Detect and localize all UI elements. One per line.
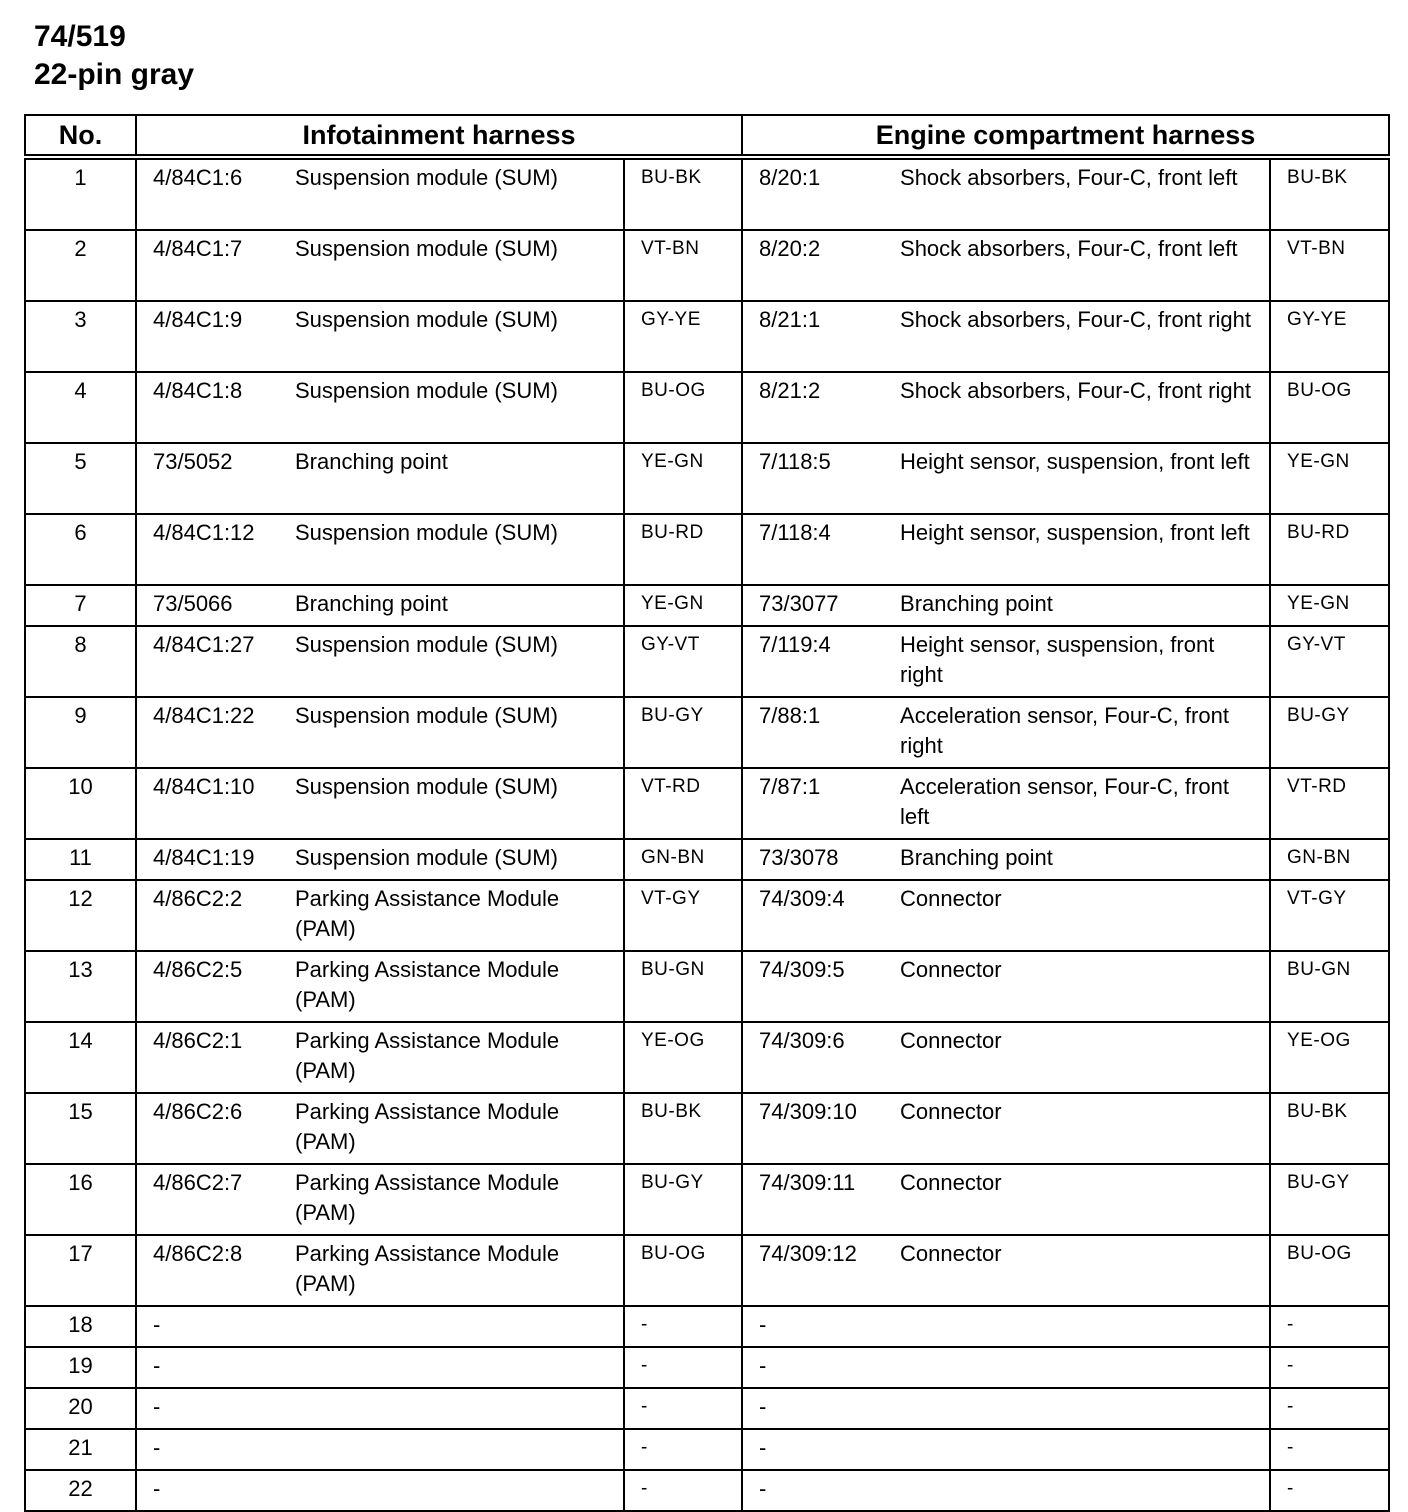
infotainment-wire-color: GY-VT bbox=[624, 626, 742, 697]
infotainment-code: 4/84C1:27 bbox=[153, 632, 255, 657]
engine-wire-color: BU-GN bbox=[1270, 951, 1389, 1022]
engine-code: 74/309:4 bbox=[759, 886, 845, 911]
infotainment-cell bbox=[136, 951, 624, 1022]
pin-number: 17 bbox=[25, 1235, 136, 1306]
infotainment-description: Suspension module (SUM) bbox=[295, 520, 558, 545]
engine-cell bbox=[742, 1347, 1270, 1388]
engine-description: Height sensor, suspension, front left bbox=[900, 520, 1250, 545]
engine-cell bbox=[742, 626, 1270, 697]
infotainment-cell bbox=[136, 301, 624, 372]
infotainment-code: 4/84C1:19 bbox=[153, 845, 255, 870]
engine-wire-color: BU-GY bbox=[1270, 697, 1389, 768]
pin-number: 9 bbox=[25, 697, 136, 768]
pin-number: 14 bbox=[25, 1022, 136, 1093]
infotainment-description: Suspension module (SUM) bbox=[295, 845, 558, 870]
engine-cell bbox=[742, 157, 1270, 230]
infotainment-cell bbox=[136, 697, 624, 768]
infotainment-description: Parking Assistance Module (PAM) bbox=[295, 1241, 560, 1296]
engine-cell bbox=[742, 1093, 1270, 1164]
engine-wire-color: - bbox=[1270, 1306, 1389, 1347]
infotainment-code: - bbox=[153, 1435, 161, 1460]
engine-description: Connector bbox=[900, 1099, 1002, 1124]
table-row bbox=[25, 951, 1389, 1022]
table-row bbox=[25, 443, 1389, 514]
infotainment-description: Suspension module (SUM) bbox=[295, 165, 558, 190]
pin-number: 5 bbox=[25, 443, 136, 514]
pin-table bbox=[24, 114, 1390, 1512]
pin-number: 12 bbox=[25, 880, 136, 951]
infotainment-code: - bbox=[153, 1394, 161, 1419]
infotainment-wire-color: BU-GY bbox=[624, 1164, 742, 1235]
engine-cell bbox=[742, 1306, 1270, 1347]
engine-description bbox=[900, 1474, 1269, 1504]
infotainment-cell bbox=[136, 880, 624, 951]
engine-code: 74/309:12 bbox=[759, 1241, 857, 1266]
infotainment-cell bbox=[136, 1022, 624, 1093]
engine-cell bbox=[742, 1022, 1270, 1093]
infotainment-cell bbox=[136, 372, 624, 443]
infotainment-code: 4/84C1:7 bbox=[153, 236, 243, 261]
engine-description: Branching point bbox=[900, 845, 1053, 870]
table-row bbox=[25, 301, 1389, 372]
infotainment-wire-color: - bbox=[624, 1306, 742, 1347]
infotainment-wire-color: VT-BN bbox=[624, 230, 742, 301]
engine-cell bbox=[742, 372, 1270, 443]
engine-code: - bbox=[759, 1312, 767, 1337]
header-engine: Engine compartment harness bbox=[742, 115, 1389, 157]
infotainment-description bbox=[295, 1433, 623, 1463]
infotainment-cell bbox=[136, 1235, 624, 1306]
infotainment-code: - bbox=[153, 1312, 161, 1337]
engine-wire-color: GY-VT bbox=[1270, 626, 1389, 697]
infotainment-wire-color: YE-GN bbox=[624, 443, 742, 514]
table-row bbox=[25, 1022, 1389, 1093]
infotainment-wire-color: BU-OG bbox=[624, 372, 742, 443]
infotainment-description: Suspension module (SUM) bbox=[295, 378, 558, 403]
engine-code: 8/21:1 bbox=[759, 307, 821, 332]
infotainment-code: 4/86C2:1 bbox=[153, 1028, 243, 1053]
engine-description bbox=[900, 1392, 1269, 1422]
infotainment-cell bbox=[136, 1347, 624, 1388]
table-row bbox=[25, 157, 1389, 230]
engine-description bbox=[900, 1433, 1269, 1463]
engine-description: Branching point bbox=[900, 591, 1053, 616]
infotainment-code: 4/84C1:9 bbox=[153, 307, 243, 332]
engine-description: Height sensor, suspension, front left bbox=[900, 449, 1250, 474]
table-row bbox=[25, 372, 1389, 443]
infotainment-description: Suspension module (SUM) bbox=[295, 307, 558, 332]
infotainment-code: 4/84C1:10 bbox=[153, 774, 255, 799]
infotainment-wire-color: BU-OG bbox=[624, 1235, 742, 1306]
engine-code: 74/309:6 bbox=[759, 1028, 845, 1053]
engine-description: Acceleration sensor, Four-C, front right bbox=[900, 703, 1229, 758]
engine-code: 7/87:1 bbox=[759, 774, 821, 799]
connector-number: 74/519 bbox=[34, 20, 126, 53]
infotainment-description: Suspension module (SUM) bbox=[295, 632, 558, 657]
engine-cell bbox=[742, 697, 1270, 768]
table-row bbox=[25, 1093, 1389, 1164]
infotainment-cell bbox=[136, 768, 624, 839]
engine-code: 7/118:4 bbox=[759, 520, 831, 545]
pin-number: 6 bbox=[25, 514, 136, 585]
header-no: No. bbox=[25, 115, 136, 157]
infotainment-code: 4/86C2:6 bbox=[153, 1099, 243, 1124]
engine-wire-color: YE-GN bbox=[1270, 585, 1389, 626]
engine-code: 7/88:1 bbox=[759, 703, 821, 728]
engine-description: Shock absorbers, Four-C, front right bbox=[900, 307, 1251, 332]
pin-number: 7 bbox=[25, 585, 136, 626]
engine-cell bbox=[742, 1470, 1270, 1511]
engine-description: Connector bbox=[900, 1241, 1002, 1266]
infotainment-cell bbox=[136, 1306, 624, 1347]
engine-description: Shock absorbers, Four-C, front right bbox=[900, 378, 1251, 403]
page-title bbox=[34, 18, 194, 94]
engine-wire-color: BU-GY bbox=[1270, 1164, 1389, 1235]
engine-wire-color: VT-RD bbox=[1270, 768, 1389, 839]
pin-number: 8 bbox=[25, 626, 136, 697]
header-infotainment: Infotainment harness bbox=[136, 115, 742, 157]
engine-wire-color: VT-BN bbox=[1270, 230, 1389, 301]
engine-description bbox=[900, 1310, 1269, 1340]
engine-description: Acceleration sensor, Four-C, front left bbox=[900, 774, 1229, 829]
pin-number: 11 bbox=[25, 839, 136, 880]
connector-description: 22-pin gray bbox=[34, 58, 195, 91]
infotainment-description: Branching point bbox=[295, 449, 448, 474]
pin-number: 16 bbox=[25, 1164, 136, 1235]
engine-code: 73/3078 bbox=[759, 845, 839, 870]
infotainment-cell bbox=[136, 1388, 624, 1429]
engine-description bbox=[900, 1351, 1269, 1381]
infotainment-code: 4/84C1:12 bbox=[153, 520, 255, 545]
infotainment-cell bbox=[136, 839, 624, 880]
pin-number: 20 bbox=[25, 1388, 136, 1429]
infotainment-description bbox=[295, 1392, 623, 1422]
engine-wire-color: GN-BN bbox=[1270, 839, 1389, 880]
engine-cell bbox=[742, 301, 1270, 372]
engine-code: - bbox=[759, 1476, 767, 1501]
engine-wire-color: - bbox=[1270, 1347, 1389, 1388]
engine-wire-color: VT-GY bbox=[1270, 880, 1389, 951]
engine-wire-color: YE-GN bbox=[1270, 443, 1389, 514]
infotainment-description: Parking Assistance Module (PAM) bbox=[295, 1170, 560, 1225]
pin-number: 4 bbox=[25, 372, 136, 443]
engine-wire-color: BU-OG bbox=[1270, 1235, 1389, 1306]
infotainment-description bbox=[295, 1351, 623, 1381]
infotainment-description bbox=[295, 1310, 623, 1340]
infotainment-code: 4/86C2:8 bbox=[153, 1241, 243, 1266]
engine-wire-color: BU-BK bbox=[1270, 1093, 1389, 1164]
engine-code: 74/309:11 bbox=[759, 1170, 856, 1195]
table-header-row bbox=[25, 115, 1389, 157]
engine-cell bbox=[742, 514, 1270, 585]
infotainment-cell bbox=[136, 230, 624, 301]
engine-cell bbox=[742, 585, 1270, 626]
table-row bbox=[25, 1388, 1389, 1429]
infotainment-wire-color: BU-BK bbox=[624, 157, 742, 230]
pin-number: 13 bbox=[25, 951, 136, 1022]
table-row bbox=[25, 880, 1389, 951]
engine-cell bbox=[742, 1429, 1270, 1470]
engine-wire-color: - bbox=[1270, 1470, 1389, 1511]
infotainment-description: Suspension module (SUM) bbox=[295, 774, 558, 799]
engine-description: Shock absorbers, Four-C, front left bbox=[900, 236, 1238, 261]
engine-cell bbox=[742, 230, 1270, 301]
infotainment-wire-color: BU-GY bbox=[624, 697, 742, 768]
table-row bbox=[25, 1429, 1389, 1470]
infotainment-cell bbox=[136, 443, 624, 514]
infotainment-code: 4/86C2:7 bbox=[153, 1170, 243, 1195]
engine-code: - bbox=[759, 1353, 767, 1378]
engine-wire-color: BU-OG bbox=[1270, 372, 1389, 443]
engine-description: Connector bbox=[900, 957, 1002, 982]
pin-number: 19 bbox=[25, 1347, 136, 1388]
table-row bbox=[25, 768, 1389, 839]
engine-wire-color: - bbox=[1270, 1429, 1389, 1470]
engine-cell bbox=[742, 1164, 1270, 1235]
pin-number: 18 bbox=[25, 1306, 136, 1347]
infotainment-cell bbox=[136, 157, 624, 230]
table-row bbox=[25, 697, 1389, 768]
infotainment-description: Suspension module (SUM) bbox=[295, 236, 558, 261]
engine-cell bbox=[742, 951, 1270, 1022]
infotainment-description: Parking Assistance Module (PAM) bbox=[295, 1099, 560, 1154]
infotainment-wire-color: YE-GN bbox=[624, 585, 742, 626]
engine-wire-color: BU-RD bbox=[1270, 514, 1389, 585]
pin-number: 1 bbox=[25, 157, 136, 230]
infotainment-code: - bbox=[153, 1353, 161, 1378]
infotainment-wire-color: - bbox=[624, 1470, 742, 1511]
infotainment-cell bbox=[136, 1470, 624, 1511]
pin-number: 21 bbox=[25, 1429, 136, 1470]
infotainment-cell bbox=[136, 514, 624, 585]
engine-description: Height sensor, suspension, front right bbox=[900, 632, 1215, 687]
infotainment-code: 73/5052 bbox=[153, 449, 233, 474]
engine-cell bbox=[742, 839, 1270, 880]
infotainment-wire-color: GN-BN bbox=[624, 839, 742, 880]
infotainment-cell bbox=[136, 626, 624, 697]
infotainment-code: 4/84C1:8 bbox=[153, 378, 243, 403]
infotainment-wire-color: - bbox=[624, 1388, 742, 1429]
infotainment-description: Parking Assistance Module (PAM) bbox=[295, 957, 560, 1012]
infotainment-wire-color: - bbox=[624, 1429, 742, 1470]
table-row bbox=[25, 514, 1389, 585]
infotainment-code: 73/5066 bbox=[153, 591, 233, 616]
infotainment-description: Parking Assistance Module (PAM) bbox=[295, 886, 560, 941]
infotainment-code: 4/84C1:6 bbox=[153, 165, 243, 190]
pin-number: 2 bbox=[25, 230, 136, 301]
table-row bbox=[25, 1306, 1389, 1347]
infotainment-code: 4/84C1:22 bbox=[153, 703, 255, 728]
infotainment-cell bbox=[136, 1429, 624, 1470]
engine-description: Shock absorbers, Four-C, front left bbox=[900, 165, 1238, 190]
engine-description: Connector bbox=[900, 1028, 1002, 1053]
infotainment-code: 4/86C2:5 bbox=[153, 957, 243, 982]
infotainment-cell bbox=[136, 585, 624, 626]
table-row bbox=[25, 626, 1389, 697]
pin-number: 22 bbox=[25, 1470, 136, 1511]
engine-description: Connector bbox=[900, 1170, 1002, 1195]
table-row bbox=[25, 230, 1389, 301]
engine-code: - bbox=[759, 1435, 767, 1460]
engine-code: 7/118:5 bbox=[759, 449, 831, 474]
infotainment-wire-color: BU-BK bbox=[624, 1093, 742, 1164]
table-row bbox=[25, 585, 1389, 626]
engine-cell bbox=[742, 443, 1270, 514]
infotainment-cell bbox=[136, 1164, 624, 1235]
pin-number: 10 bbox=[25, 768, 136, 839]
table-row bbox=[25, 1235, 1389, 1306]
engine-code: 8/21:2 bbox=[759, 378, 821, 403]
infotainment-cell bbox=[136, 1093, 624, 1164]
engine-code: 74/309:5 bbox=[759, 957, 845, 982]
infotainment-description: Branching point bbox=[295, 591, 448, 616]
engine-code: - bbox=[759, 1394, 767, 1419]
engine-description: Connector bbox=[900, 886, 1002, 911]
engine-cell bbox=[742, 1235, 1270, 1306]
table-row bbox=[25, 1347, 1389, 1388]
engine-code: 8/20:2 bbox=[759, 236, 821, 261]
infotainment-wire-color: VT-RD bbox=[624, 768, 742, 839]
infotainment-wire-color: BU-RD bbox=[624, 514, 742, 585]
infotainment-wire-color: BU-GN bbox=[624, 951, 742, 1022]
engine-code: 7/119:4 bbox=[759, 632, 831, 657]
engine-code: 73/3077 bbox=[759, 591, 839, 616]
engine-wire-color: - bbox=[1270, 1388, 1389, 1429]
engine-cell bbox=[742, 768, 1270, 839]
infotainment-wire-color: GY-YE bbox=[624, 301, 742, 372]
infotainment-description bbox=[295, 1474, 623, 1504]
engine-cell bbox=[742, 880, 1270, 951]
engine-code: 8/20:1 bbox=[759, 165, 821, 190]
infotainment-description: Suspension module (SUM) bbox=[295, 703, 558, 728]
engine-wire-color: BU-BK bbox=[1270, 157, 1389, 230]
infotainment-code: 4/86C2:2 bbox=[153, 886, 243, 911]
infotainment-description: Parking Assistance Module (PAM) bbox=[295, 1028, 560, 1083]
engine-wire-color: GY-YE bbox=[1270, 301, 1389, 372]
table-body bbox=[25, 157, 1389, 1511]
pin-number: 15 bbox=[25, 1093, 136, 1164]
engine-cell bbox=[742, 1388, 1270, 1429]
table-row bbox=[25, 1164, 1389, 1235]
pin-number: 3 bbox=[25, 301, 136, 372]
infotainment-wire-color: VT-GY bbox=[624, 880, 742, 951]
engine-wire-color: YE-OG bbox=[1270, 1022, 1389, 1093]
table-row bbox=[25, 839, 1389, 880]
infotainment-wire-color: YE-OG bbox=[624, 1022, 742, 1093]
engine-code: 74/309:10 bbox=[759, 1099, 857, 1124]
table-row bbox=[25, 1470, 1389, 1511]
infotainment-wire-color: - bbox=[624, 1347, 742, 1388]
infotainment-code: - bbox=[153, 1476, 161, 1501]
